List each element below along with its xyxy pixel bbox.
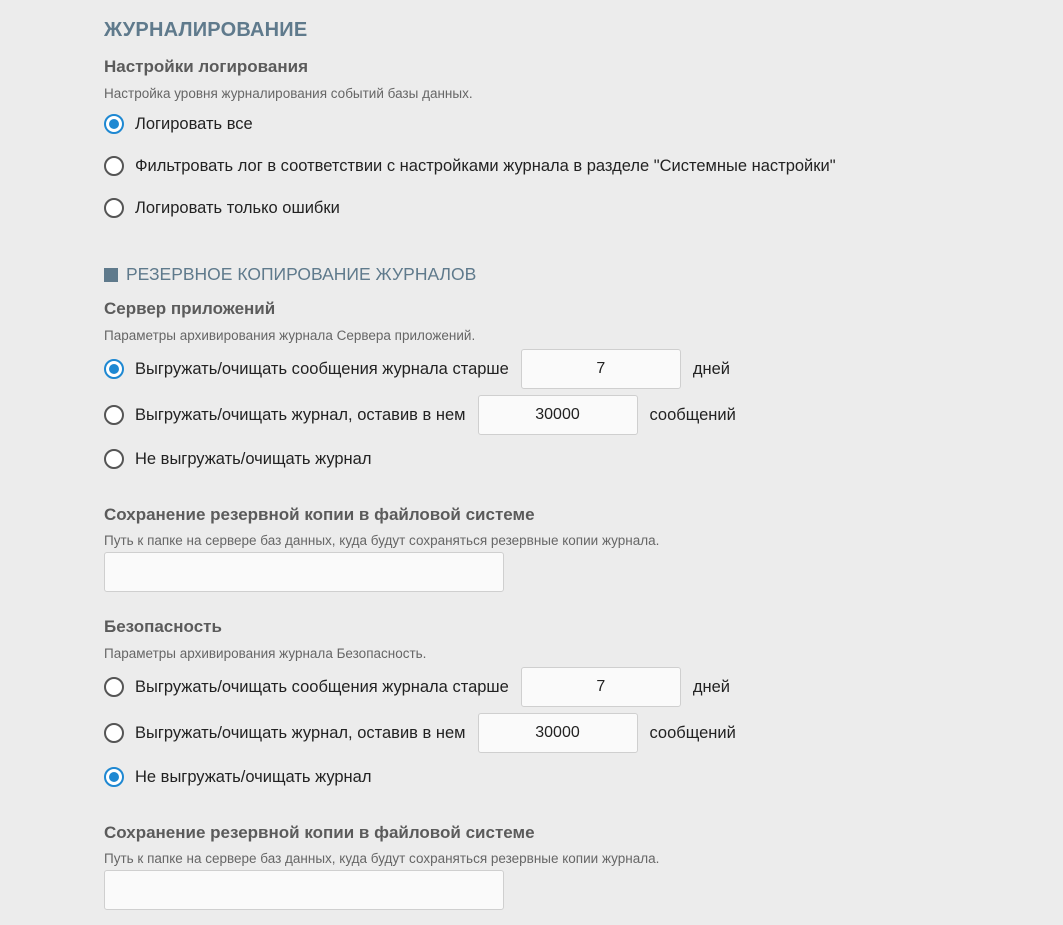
log-errors-radio[interactable] <box>104 198 124 218</box>
security-messages-suffix: сообщений <box>649 723 736 742</box>
security-keep-label: Выгружать/очищать журнал, оставив в нем <box>135 723 466 742</box>
security-none-label: Не выгружать/очищать журнал <box>135 767 372 786</box>
logging-settings-description: Настройка уровня журналирования событий базы данных. <box>104 86 473 101</box>
security-none-radio[interactable] <box>104 767 124 787</box>
app-server-fs-description: Путь к папке на сервере баз данных, куда будут сохраняться резервные копии журнала. <box>104 533 660 548</box>
security-keep-option[interactable] <box>104 722 736 744</box>
security-messages-input[interactable] <box>478 713 638 753</box>
app-server-fs-title: Сохранение резервной копии в файловой системе <box>104 505 535 524</box>
log-filter-label: Фильтровать лог в соответствии с настройками журнала в разделе "Системные настройки" <box>135 156 836 175</box>
security-fs-title: Сохранение резервной копии в файловой системе <box>104 823 535 842</box>
app-server-days-input[interactable] <box>521 349 681 389</box>
log-all-option[interactable] <box>104 113 253 135</box>
app-server-messages-suffix: сообщений <box>649 405 736 424</box>
square-icon <box>104 268 118 282</box>
log-all-label: Логировать все <box>135 114 253 133</box>
app-server-keep-option[interactable] <box>104 404 736 426</box>
app-server-none-label: Не выгружать/очищать журнал <box>135 449 372 468</box>
security-path-input[interactable] <box>104 870 504 910</box>
security-older-radio[interactable] <box>104 677 124 697</box>
security-description: Параметры архивирования журнала Безопасность. <box>104 646 427 661</box>
app-server-older-option[interactable] <box>104 358 730 380</box>
app-server-messages-input[interactable] <box>478 395 638 435</box>
log-errors-label: Логировать только ошибки <box>135 198 340 217</box>
app-server-keep-label: Выгружать/очищать журнал, оставив в нем <box>135 405 466 424</box>
page-title: ЖУРНАЛИРОВАНИЕ <box>104 19 308 41</box>
log-all-radio[interactable] <box>104 114 124 134</box>
security-keep-radio[interactable] <box>104 723 124 743</box>
app-server-older-label: Выгружать/очищать сообщения журнала старше <box>135 359 509 378</box>
log-filter-radio[interactable] <box>104 156 124 176</box>
security-days-input[interactable] <box>521 667 681 707</box>
app-server-title: Сервер приложений <box>104 299 276 318</box>
security-fs-description: Путь к папке на сервере баз данных, куда будут сохраняться резервные копии журнала. <box>104 851 660 866</box>
security-days-suffix: дней <box>692 677 730 696</box>
app-server-none-option[interactable] <box>104 448 371 470</box>
app-server-none-radio[interactable] <box>104 449 124 469</box>
logging-settings-title: Настройки логирования <box>104 57 308 76</box>
app-server-description: Параметры архивирования журнала Сервера приложений. <box>104 328 476 343</box>
security-older-option[interactable] <box>104 676 730 698</box>
security-none-option[interactable] <box>104 766 371 788</box>
app-server-keep-radio[interactable] <box>104 405 124 425</box>
app-server-older-radio[interactable] <box>104 359 124 379</box>
security-title: Безопасность <box>104 617 222 636</box>
security-older-label: Выгружать/очищать сообщения журнала старше <box>135 677 509 696</box>
backup-group-title: РЕЗЕРВНОЕ КОПИРОВАНИЕ ЖУРНАЛОВ <box>126 264 477 284</box>
app-server-path-input[interactable] <box>104 552 504 592</box>
log-errors-option[interactable] <box>104 197 340 219</box>
app-server-days-suffix: дней <box>692 359 730 378</box>
backup-group-header <box>104 264 476 285</box>
log-filter-option[interactable] <box>104 155 836 177</box>
